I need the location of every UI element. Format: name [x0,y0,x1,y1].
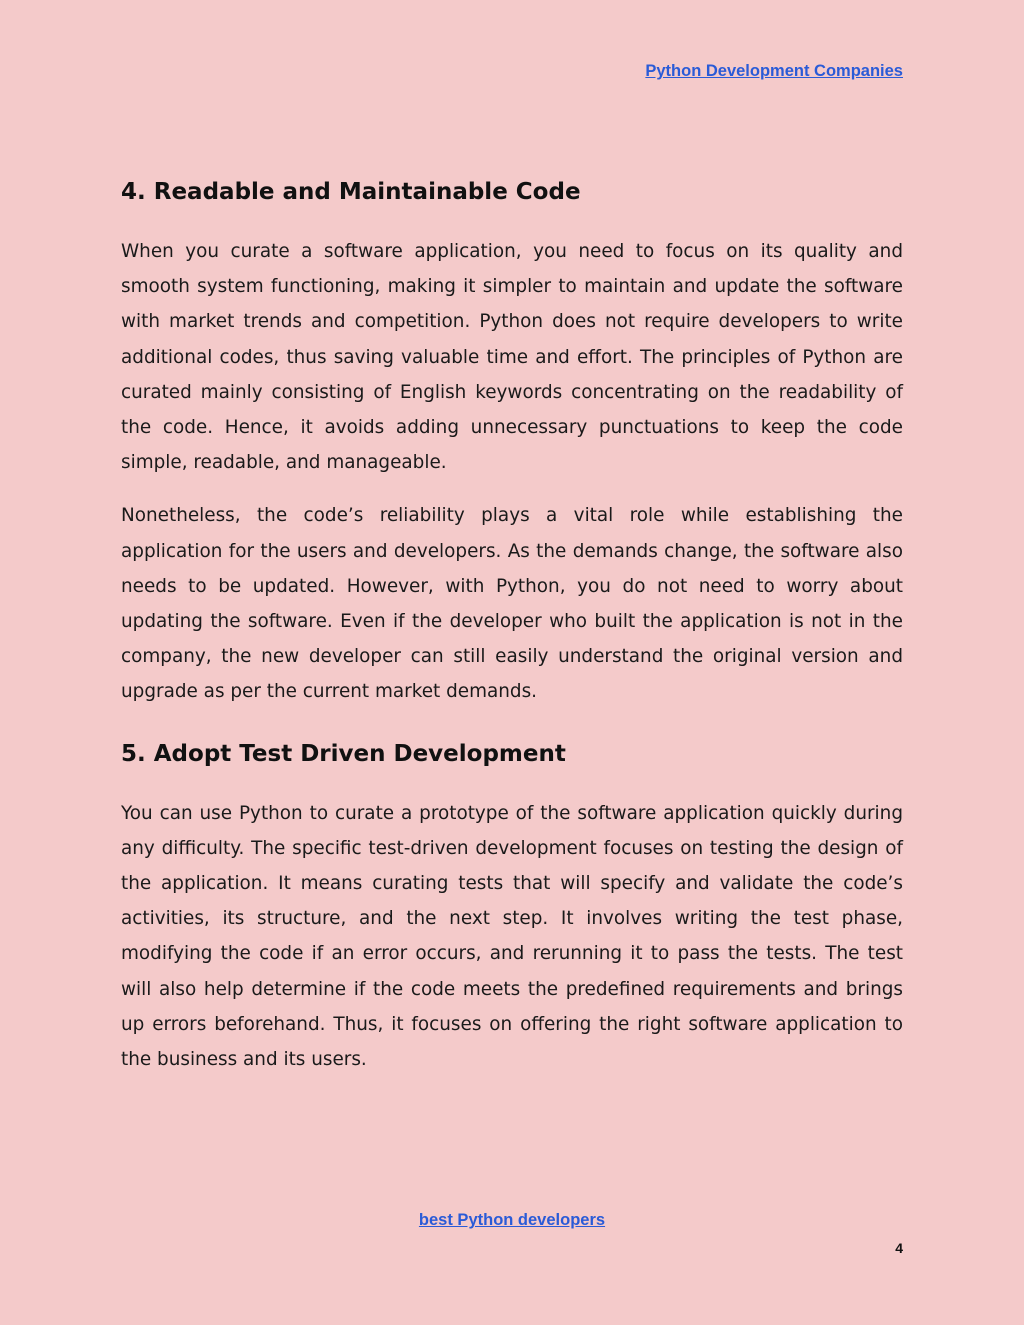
section-heading-test-driven: 5. Adopt Test Driven Development [121,740,566,767]
document-body [121,174,903,1095]
paragraph-readable-code-1: When you curate a software application, you need to focus on its quality and smooth system functioning, making it simpler to maintain and update the software with market trends and competition. Python does not require developers to write additional codes, thus saving valuable time and effort. The principles of Python are curated mainly consisting of English keywords concentrating on the readability of the code. Hence, it avoids adding unnecessary punctuations to keep the code simple, readable, and manageable. [121,241,903,474]
paragraph-test-driven-1: You can use Python to curate a prototype of the software application quickly during any difficulty. The specific test-driven development focuses on testing the design of the application. It means curating tests that will specify and validate the code’s activities, its structure, and the next step. It involves writing the test phase, modifying the code if an error occurs, and rerunning it to pass the tests. The test will also help determine if the code meets the predefined requirements and brings up errors beforehand. Thus, it focuses on offering the right software application to the business and its users. [121,802,903,1071]
footer-link-best-python-developers[interactable]: best Python developers [418,1211,606,1229]
section-heading-readable-code: 4. Readable and Maintainable Code [121,179,581,205]
paragraph-readable-code-2: Nonetheless, the code’s reliability plays a vital role while establishing the application for the users and developers. As the demands change, the software also needs to be updated. However, with Python, you do not need to worry about updating the software. Even if the developer who built the application is not in the company, the new developer can still easily understand the original version and upgrade as per the current market demands. [121,505,903,703]
page-number: 4 [895,1240,903,1256]
header-link-python-development-companies[interactable]: Python Development Companies [645,62,903,80]
